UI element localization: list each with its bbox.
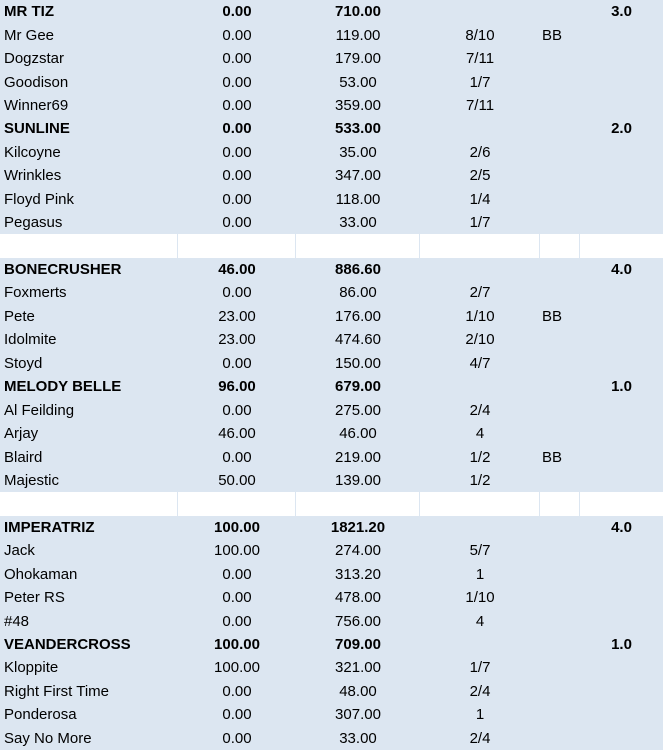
cell-col4 <box>540 656 580 679</box>
team-row <box>0 516 663 539</box>
cell-col5: 1.0 <box>611 378 632 396</box>
cell-col3 <box>420 375 540 398</box>
cell-col5 <box>580 188 663 211</box>
cell-col2: 359.00 <box>335 96 381 114</box>
cell-col5 <box>580 422 663 445</box>
cell-col2: 275.00 <box>335 401 381 419</box>
cell-col5 <box>580 563 663 586</box>
player-row <box>0 563 663 586</box>
cell-col1: 0.00 <box>222 190 252 208</box>
cell-col3: 1/10 <box>465 307 495 325</box>
cell-col5 <box>580 656 663 679</box>
cell-name: VEANDERCROSS <box>4 636 131 654</box>
cell-col4 <box>540 586 580 609</box>
cell-col2: 478.00 <box>335 589 381 607</box>
cell-col2: 150.00 <box>335 354 381 372</box>
cell-name: BONECRUSHER <box>4 261 122 279</box>
cell-col2: 35.00 <box>339 143 377 161</box>
cell-col4: BB <box>542 26 563 44</box>
cell-col4 <box>540 141 580 164</box>
cell-col5 <box>580 47 663 70</box>
cell-col3: 1 <box>475 706 485 724</box>
cell-col5 <box>580 164 663 187</box>
cell-col2: 307.00 <box>335 706 381 724</box>
cell-col1: 0.00 <box>222 706 252 724</box>
cell-name: Mr Gee <box>4 26 55 44</box>
cell-name: Pegasus <box>4 214 63 232</box>
player-row <box>0 94 663 117</box>
player-row <box>0 422 663 445</box>
cell-col1: 0.00 <box>222 565 252 583</box>
player-row <box>0 352 663 375</box>
cell-col4 <box>540 398 580 421</box>
cell-col5 <box>580 727 663 750</box>
player-row <box>0 328 663 351</box>
cell-name: Jack <box>4 542 35 560</box>
cell-col3: 4 <box>475 612 485 630</box>
cell-col3: 1/2 <box>469 471 491 489</box>
team-row <box>0 375 663 398</box>
team-row <box>0 117 663 140</box>
cell-col2: 139.00 <box>335 471 381 489</box>
cell-col4 <box>540 94 580 117</box>
cell-col4 <box>540 727 580 750</box>
cell-name: SUNLINE <box>4 120 70 138</box>
cell-name: Blaird <box>4 448 43 466</box>
cell-col1: 0.00 <box>222 3 252 21</box>
cell-name: Winner69 <box>4 96 69 114</box>
cell-col3 <box>420 234 540 257</box>
cell-name: Right First Time <box>4 682 110 700</box>
cell-col1: 0.00 <box>222 729 252 747</box>
cell-col4 <box>540 492 580 515</box>
cell-col1: 0.00 <box>222 448 252 466</box>
cell-col4: BB <box>542 307 563 325</box>
cell-col5 <box>580 445 663 468</box>
cell-col4 <box>540 328 580 351</box>
cell-col4 <box>540 680 580 703</box>
cell-col1: 0.00 <box>222 612 252 630</box>
player-row <box>0 680 663 703</box>
cell-col5 <box>580 328 663 351</box>
player-row <box>0 141 663 164</box>
cell-name: Pete <box>4 307 35 325</box>
cell-col1: 0.00 <box>222 589 252 607</box>
cell-col2: 679.00 <box>335 378 381 396</box>
cell-col4 <box>540 281 580 304</box>
cell-name <box>0 492 178 515</box>
cell-col2: 274.00 <box>335 542 381 560</box>
cell-col1: 0.00 <box>222 167 252 185</box>
cell-col2: 321.00 <box>335 659 381 677</box>
player-row <box>0 539 663 562</box>
cell-col1: 0.00 <box>222 214 252 232</box>
player-row <box>0 188 663 211</box>
cell-col3: 1/10 <box>465 589 495 607</box>
cell-col4 <box>540 609 580 632</box>
cell-col5 <box>580 141 663 164</box>
cell-col5 <box>580 352 663 375</box>
team-row <box>0 258 663 281</box>
cell-col1: 46.00 <box>218 425 256 443</box>
cell-col5 <box>580 23 663 46</box>
cell-col1: 23.00 <box>218 331 256 349</box>
spacer-row <box>0 234 663 257</box>
cell-col3 <box>420 492 540 515</box>
cell-col3: 2/4 <box>469 401 491 419</box>
cell-name: Arjay <box>4 425 39 443</box>
cell-col2: 347.00 <box>335 167 381 185</box>
cell-col4 <box>540 563 580 586</box>
cell-col1: 46.00 <box>218 261 256 279</box>
cell-col4 <box>540 188 580 211</box>
cell-name: Wrinkles <box>4 167 62 185</box>
cell-name: Floyd Pink <box>4 190 75 208</box>
cell-col1 <box>178 492 296 515</box>
cell-col2: 219.00 <box>335 448 381 466</box>
cell-col3 <box>420 258 540 281</box>
player-row <box>0 281 663 304</box>
player-row <box>0 703 663 726</box>
cell-col5 <box>580 492 663 515</box>
cell-name: MELODY BELLE <box>4 378 122 396</box>
cell-col4 <box>540 70 580 93</box>
cell-col1: 0.00 <box>222 120 252 138</box>
cell-col2: 533.00 <box>335 120 381 138</box>
cell-col3: 2/4 <box>469 682 491 700</box>
player-row <box>0 469 663 492</box>
player-row <box>0 211 663 234</box>
team-row <box>0 633 663 656</box>
cell-name: Majestic <box>4 471 60 489</box>
player-row <box>0 47 663 70</box>
player-row <box>0 727 663 750</box>
player-row <box>0 656 663 679</box>
player-row <box>0 305 663 328</box>
cell-col1: 0.00 <box>222 143 252 161</box>
cell-col3: 1/7 <box>469 659 491 677</box>
cell-col5: 3.0 <box>611 3 632 21</box>
cell-col2: 313.20 <box>335 565 381 583</box>
cell-col2: 33.00 <box>339 729 377 747</box>
cell-col3 <box>420 633 540 656</box>
cell-col3: 1/7 <box>469 214 491 232</box>
cell-col2: 179.00 <box>335 50 381 68</box>
cell-col5: 4.0 <box>611 518 632 536</box>
cell-col4 <box>540 164 580 187</box>
cell-col3: 2/6 <box>469 143 491 161</box>
cell-col3 <box>420 516 540 539</box>
cell-col2: 119.00 <box>335 26 381 44</box>
cell-col4 <box>540 47 580 70</box>
cell-col4 <box>540 633 580 656</box>
cell-col5 <box>580 281 663 304</box>
cell-col4 <box>540 375 580 398</box>
cell-col2: 53.00 <box>339 73 377 91</box>
cell-col1: 0.00 <box>222 401 252 419</box>
cell-col3: 4/7 <box>469 354 491 372</box>
cell-name <box>0 234 178 257</box>
cell-col1: 100.00 <box>214 518 260 536</box>
cell-col4 <box>540 703 580 726</box>
cell-name: Goodison <box>4 73 69 91</box>
cell-col3 <box>420 117 540 140</box>
cell-col3: 1/2 <box>469 448 491 466</box>
cell-col2: 709.00 <box>335 636 381 654</box>
cell-col4 <box>540 234 580 257</box>
team-row <box>0 0 663 23</box>
cell-name: Dogzstar <box>4 50 65 68</box>
cell-col3: 1/4 <box>469 190 491 208</box>
cell-col4 <box>540 211 580 234</box>
cell-name: Stoyd <box>4 354 43 372</box>
cell-name: Idolmite <box>4 331 57 349</box>
cell-col2: 710.00 <box>335 3 381 21</box>
cell-col4: BB <box>542 448 563 466</box>
cell-col1: 23.00 <box>218 307 256 325</box>
cell-col4 <box>540 0 580 23</box>
cell-name: Peter RS <box>4 589 65 607</box>
cell-col3: 8/10 <box>465 26 495 44</box>
cell-col5 <box>580 469 663 492</box>
cell-col2: 756.00 <box>335 612 381 630</box>
player-row <box>0 609 663 632</box>
cell-col2: 118.00 <box>335 190 381 208</box>
cell-col2: 86.00 <box>339 284 377 302</box>
cell-col2: 48.00 <box>339 682 377 700</box>
cell-col1 <box>178 234 296 257</box>
cell-col1: 0.00 <box>222 284 252 302</box>
cell-col1: 100.00 <box>214 636 260 654</box>
cell-col4 <box>540 539 580 562</box>
cell-col4 <box>540 117 580 140</box>
cell-col3: 2/4 <box>469 729 491 747</box>
cell-col3: 2/5 <box>469 167 491 185</box>
cell-name: IMPERATRIZ <box>4 518 95 536</box>
cell-col5 <box>580 305 663 328</box>
player-row <box>0 445 663 468</box>
cell-name: Foxmerts <box>4 284 67 302</box>
spacer-row <box>0 492 663 515</box>
cell-col2 <box>296 234 420 257</box>
cell-col2 <box>296 492 420 515</box>
cell-col2: 33.00 <box>339 214 377 232</box>
cell-name: Kilcoyne <box>4 143 61 161</box>
cell-col5: 4.0 <box>611 261 632 279</box>
cell-col2: 1821.20 <box>330 518 386 536</box>
cell-col1: 50.00 <box>218 471 256 489</box>
cell-col5 <box>580 234 663 257</box>
cell-col3: 7/11 <box>465 50 495 68</box>
cell-name: #48 <box>4 612 30 630</box>
cell-col2: 886.60 <box>335 261 381 279</box>
cell-col1: 100.00 <box>214 659 260 677</box>
cell-name: MR TIZ <box>4 3 54 21</box>
cell-col5 <box>580 586 663 609</box>
cell-col5 <box>580 680 663 703</box>
cell-col5 <box>580 703 663 726</box>
player-row <box>0 398 663 421</box>
player-row <box>0 70 663 93</box>
cell-col3: 2/7 <box>469 284 491 302</box>
cell-col1: 0.00 <box>222 50 252 68</box>
cell-col5 <box>580 539 663 562</box>
cell-col3: 2/10 <box>465 331 495 349</box>
cell-name: Say No More <box>4 729 92 747</box>
cell-col3: 7/11 <box>465 96 495 114</box>
cell-col4 <box>540 352 580 375</box>
cell-col1: 0.00 <box>222 96 252 114</box>
cell-name: Kloppite <box>4 659 59 677</box>
cell-col1: 100.00 <box>214 542 260 560</box>
cell-col2: 474.60 <box>335 331 381 349</box>
cell-col3 <box>420 0 540 23</box>
cell-col1: 0.00 <box>222 354 252 372</box>
cell-col5 <box>580 609 663 632</box>
cell-col4 <box>540 516 580 539</box>
cell-col2: 176.00 <box>335 307 381 325</box>
player-row <box>0 586 663 609</box>
cell-col3: 4 <box>475 425 485 443</box>
cell-col5: 1.0 <box>611 636 632 654</box>
cell-name: Ohokaman <box>4 565 78 583</box>
cell-col4 <box>540 422 580 445</box>
cell-col3: 1/7 <box>469 73 491 91</box>
cell-col5 <box>580 70 663 93</box>
cell-col5 <box>580 398 663 421</box>
cell-col3: 1 <box>475 565 485 583</box>
cell-col5 <box>580 94 663 117</box>
cell-col1: 96.00 <box>218 378 256 396</box>
cell-col3: 5/7 <box>469 542 491 560</box>
cell-col4 <box>540 258 580 281</box>
cell-col5 <box>580 211 663 234</box>
player-row <box>0 23 663 46</box>
cell-col2: 46.00 <box>339 425 377 443</box>
player-row <box>0 164 663 187</box>
cell-name: Al Feilding <box>4 401 75 419</box>
cell-col1: 0.00 <box>222 682 252 700</box>
cell-col5: 2.0 <box>611 120 632 138</box>
cell-col4 <box>540 469 580 492</box>
cell-col1: 0.00 <box>222 73 252 91</box>
cell-col1: 0.00 <box>222 26 252 44</box>
cell-name: Ponderosa <box>4 706 77 724</box>
